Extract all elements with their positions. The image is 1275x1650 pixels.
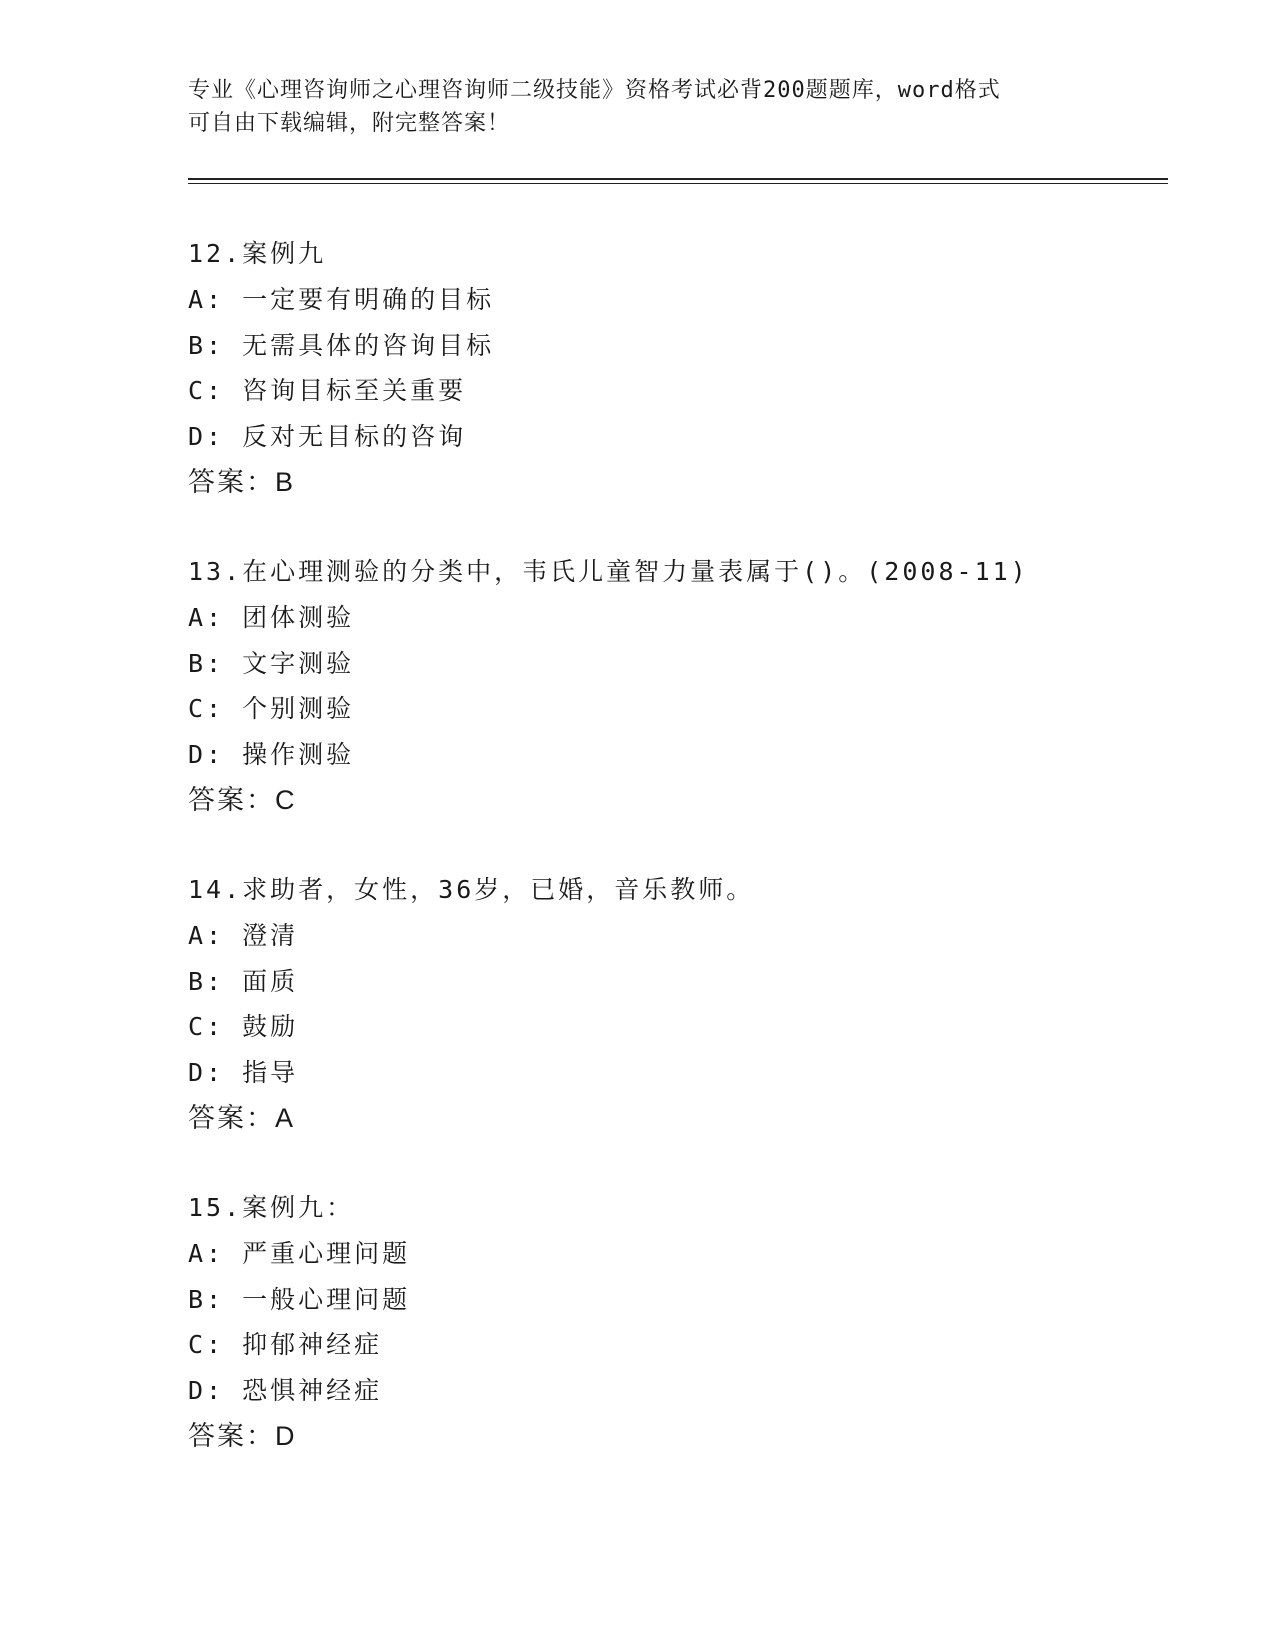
question-14 (188, 867, 1148, 1142)
option-b: B: 文字测验 (188, 648, 355, 678)
option-d: D: 反对无目标的咨询 (188, 422, 467, 452)
option-d: D: 操作测验 (188, 740, 355, 770)
option-a: A: 团体测验 (188, 602, 355, 632)
option-b: B: 面质 (188, 966, 299, 996)
header-title-line-1: 专业《心理咨询师之心理咨询师二级技能》资格考试必背200题题库，word格式 (188, 78, 1001, 103)
header-title-line-2: 可自由下载编辑，附完整答案！ (188, 111, 511, 136)
option-c: C: 鼓励 (188, 1012, 299, 1042)
option-b: B: 无需具体的咨询目标 (188, 330, 495, 360)
option-d: D: 指导 (188, 1058, 299, 1088)
answer-text: 答案：B (188, 466, 296, 497)
option-c: C: 抑郁神经症 (188, 1330, 383, 1360)
option-a: A: 一定要有明确的目标 (188, 284, 495, 314)
document-header (188, 74, 1068, 140)
question-12 (188, 231, 1148, 506)
question-13 (188, 549, 1148, 824)
question-stem: 13.在心理测验的分类中，韦氏儿童智力量表属于()。(2008-11) (188, 557, 1029, 586)
option-a: A: 澄清 (188, 920, 299, 950)
question-15 (188, 1185, 1148, 1460)
header-double-rule (188, 178, 1168, 184)
option-c: C: 个别测验 (188, 694, 355, 724)
answer-text: 答案：A (188, 1102, 296, 1133)
question-stem: 15.案例九： (188, 1193, 355, 1222)
answer-text: 答案：C (188, 784, 297, 815)
option-c: C: 咨询目标至关重要 (188, 376, 467, 406)
option-a: A: 严重心理问题 (188, 1238, 411, 1268)
question-stem: 14.求助者，女性，36岁，已婚，音乐教师。 (188, 875, 755, 904)
question-stem: 12.案例九 (188, 239, 327, 268)
option-b: B: 一般心理问题 (188, 1284, 411, 1314)
option-d: D: 恐惧神经症 (188, 1376, 383, 1406)
answer-text: 答案：D (188, 1420, 297, 1451)
